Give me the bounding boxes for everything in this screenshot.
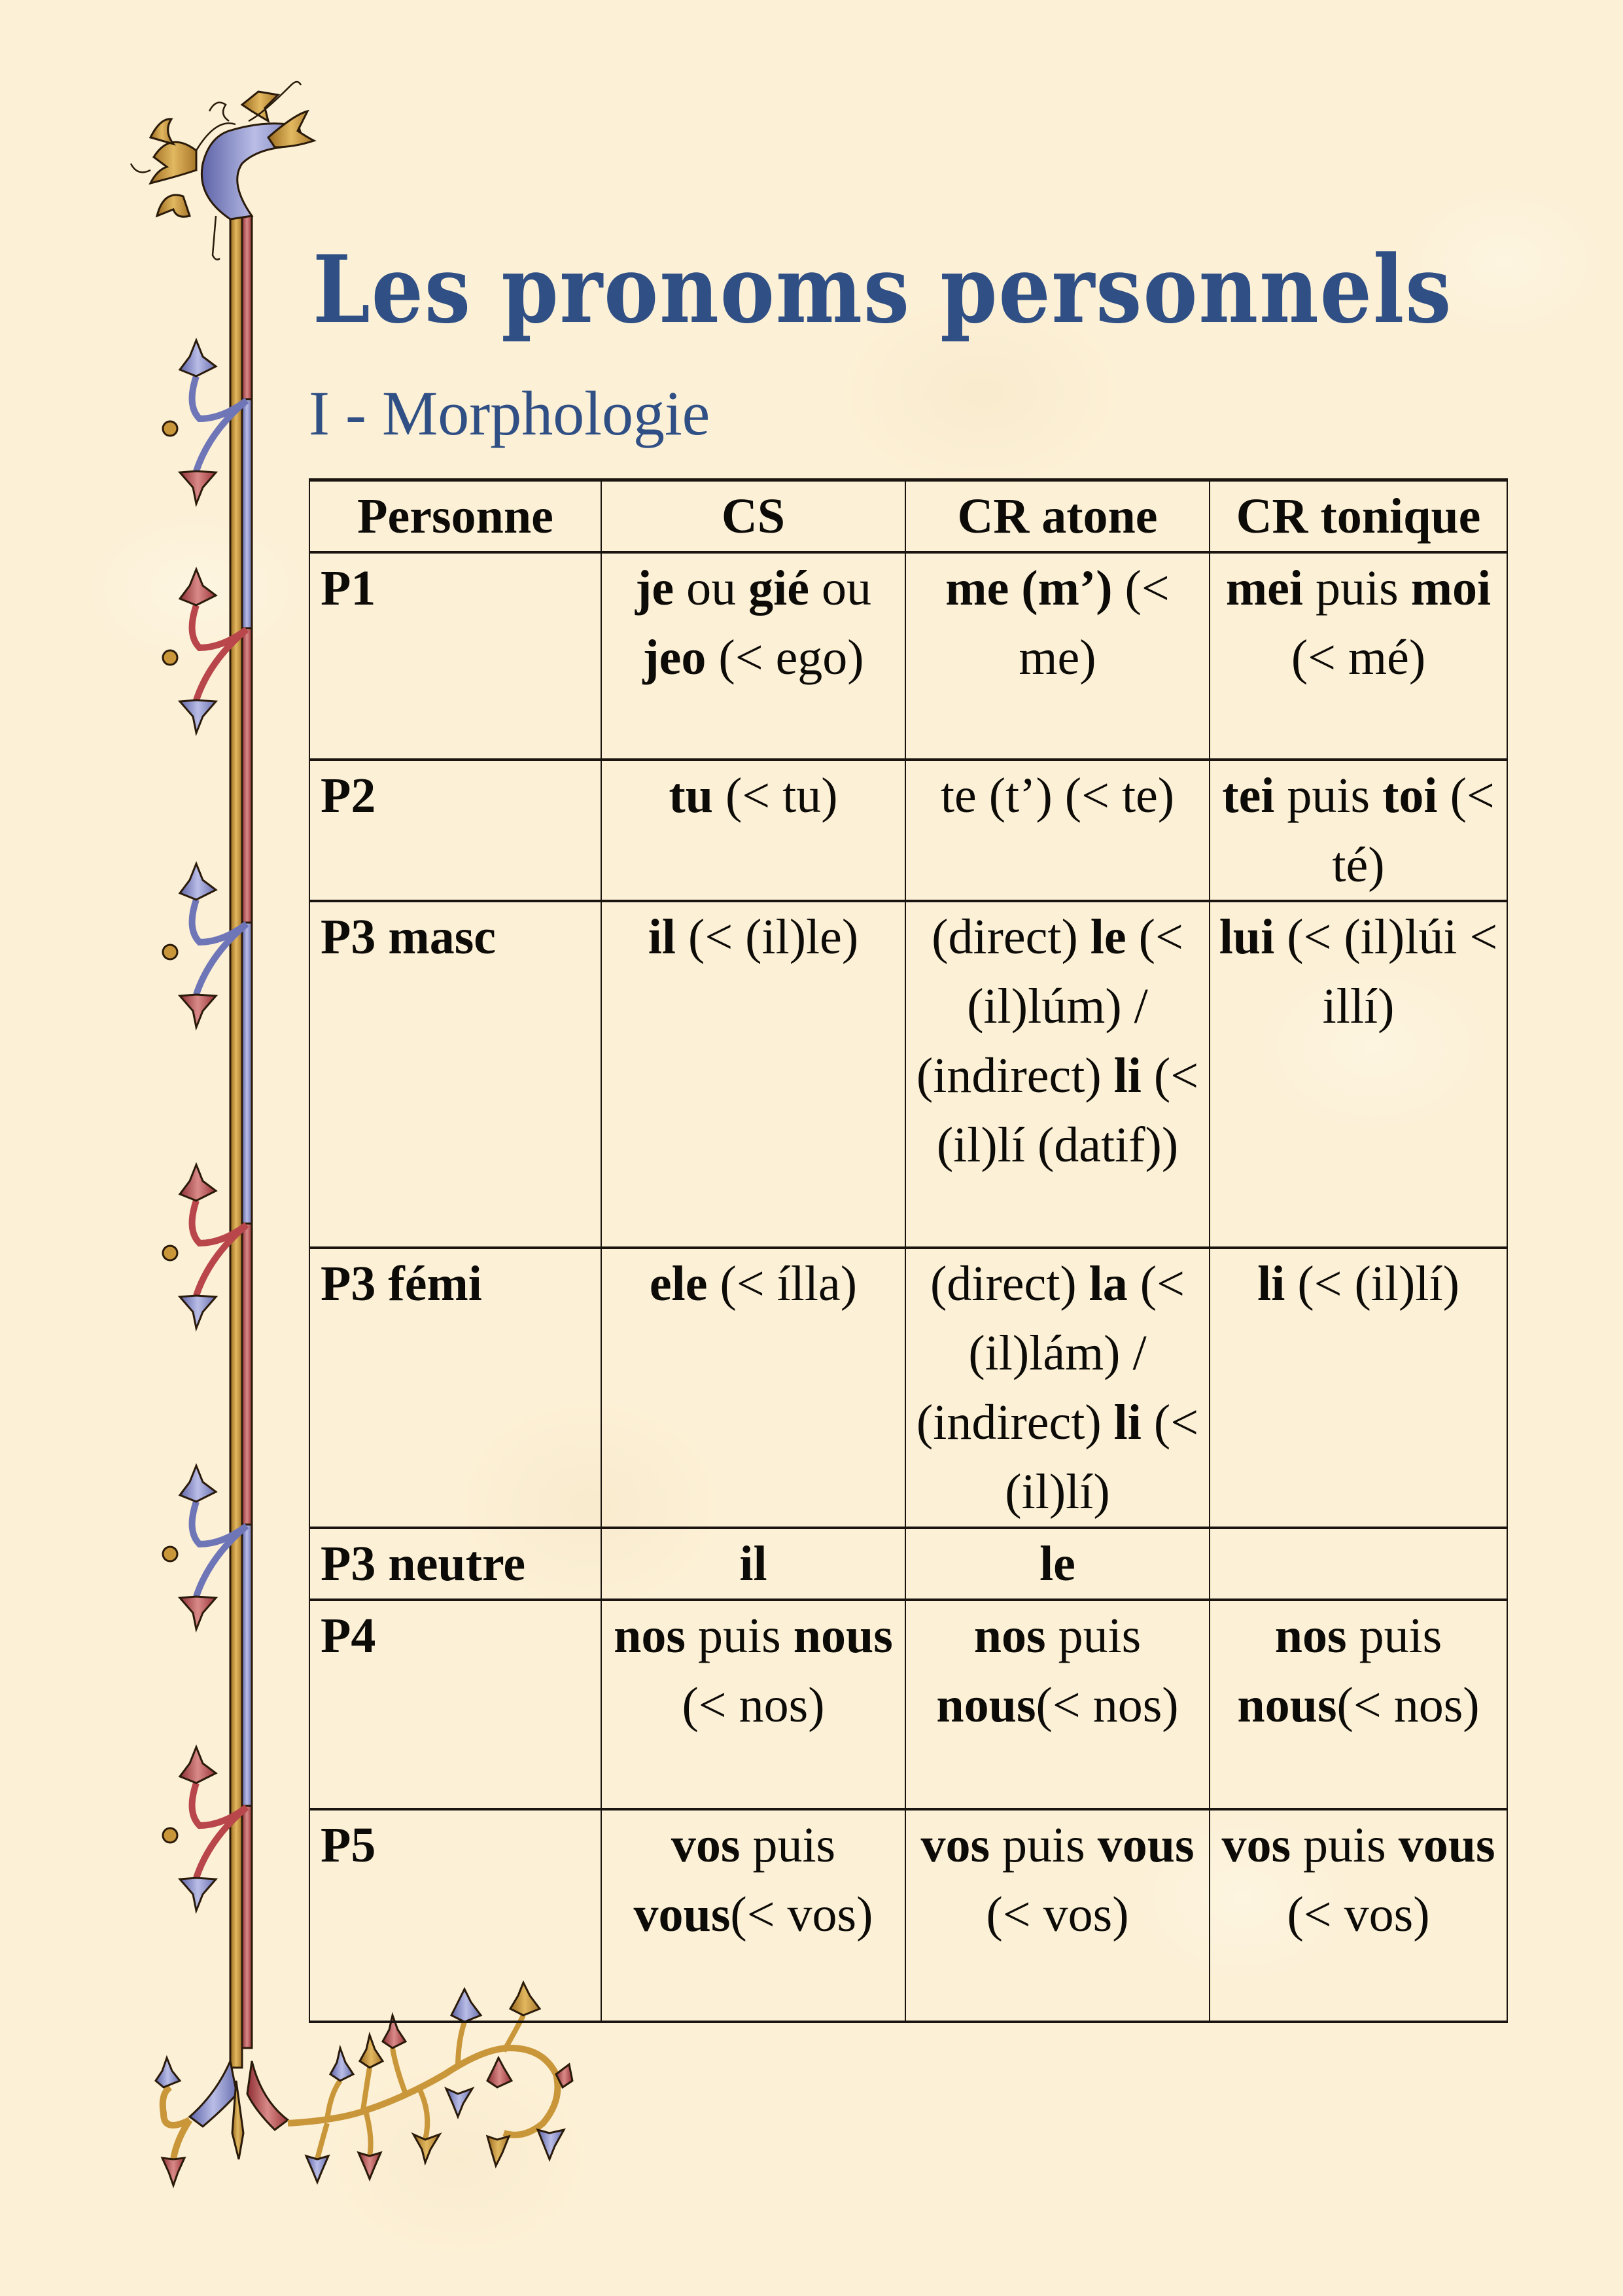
cell-cr-atone [905, 552, 1210, 760]
cell-cr-atone [905, 901, 1210, 1248]
pronoun-form: li [1257, 1256, 1285, 1311]
column-header-cr-tonique: CR tonique [1210, 480, 1507, 553]
table-row [309, 901, 1507, 1248]
cell-cr-atone [905, 1809, 1210, 2022]
pronoun-form: jeo [642, 630, 707, 685]
etymology-text: (< (il)lúm) / (indirect) [916, 910, 1183, 1103]
pronoun-form: vos [920, 1818, 990, 1873]
etymology-text: (< tu) [712, 768, 838, 823]
pronoun-form: le [1039, 1536, 1075, 1591]
etymology-text: (< vos) [986, 1887, 1129, 1942]
etymology-text: (< (il)le) [676, 910, 859, 964]
cell-cr-tonique [1210, 760, 1507, 901]
pronoun-form: ele [649, 1256, 708, 1311]
cell-cr-tonique [1210, 901, 1507, 1248]
column-header-cr-atone: CR atone [905, 480, 1210, 553]
pronoun-form: tu [669, 768, 713, 823]
cell-cs [601, 760, 905, 901]
etymology-text: te (t’) (< te) [940, 768, 1175, 823]
pronoun-form: me (m’) [945, 561, 1113, 616]
pronoun-form: il [739, 1536, 767, 1591]
cell-personne: P3 masc [309, 901, 601, 1248]
etymology-text: puis [1303, 561, 1411, 616]
cell-cs [601, 1248, 905, 1528]
cell-cr-atone [905, 1600, 1210, 1809]
pronoun-form: nous [793, 1608, 893, 1663]
table-header-row [309, 480, 1507, 553]
cell-cr-tonique [1210, 552, 1507, 760]
pronoun-form: toi [1382, 768, 1438, 823]
cell-cr-tonique [1210, 1600, 1507, 1809]
table-row [309, 1248, 1507, 1528]
pronoun-form: li [1113, 1048, 1142, 1103]
cell-cr-tonique [1210, 1809, 1507, 2022]
etymology-text: (direct) [932, 910, 1091, 964]
pronoun-form: nos [973, 1608, 1046, 1663]
pronoun-form: tei [1222, 768, 1275, 823]
etymology-text: (< ego) [706, 630, 864, 685]
pronoun-form: je [635, 561, 674, 616]
cell-cs [601, 1809, 905, 2022]
cell-personne: P4 [309, 1600, 601, 1809]
column-header-personne: Personne [309, 480, 601, 553]
cell-personne: P1 [309, 552, 601, 760]
etymology-text: (< nos) [682, 1678, 825, 1733]
etymology-text: (< (il)lúi < illí) [1274, 910, 1498, 1034]
etymology-text: ou [809, 561, 871, 616]
cell-cs [601, 901, 905, 1248]
etymology-text: (< vos) [730, 1887, 873, 1942]
section-heading: I - Morphologie [309, 378, 710, 448]
pronoun-form: le [1090, 910, 1126, 964]
etymology-text: puis [1346, 1608, 1442, 1663]
etymology-text: (< mé) [1291, 630, 1426, 685]
etymology-text: puis [686, 1608, 794, 1663]
etymology-text: (< ílla) [707, 1256, 858, 1311]
etymology-text: puis [1291, 1818, 1399, 1873]
cell-cr-atone [905, 1248, 1210, 1528]
etymology-text: (< (il)lí) [1005, 1395, 1199, 1519]
column-header-cs: CS [601, 480, 905, 553]
cell-cs [601, 1528, 905, 1600]
cell-cr-tonique [1210, 1248, 1507, 1528]
pronoun-form: lui [1219, 910, 1275, 964]
etymology-text: (< nos) [1036, 1678, 1179, 1733]
pronouns-table [309, 478, 1508, 2023]
cell-cs [601, 552, 905, 760]
etymology-text: (< (il)lám) / (indirect) [916, 1256, 1185, 1450]
pronoun-form: gié [748, 561, 809, 616]
etymology-text: (< me) [1019, 561, 1170, 685]
table-row [309, 552, 1507, 760]
etymology-text: (< té) [1332, 768, 1495, 892]
cell-personne: P3 neutre [309, 1528, 601, 1600]
pronoun-form: nos [1274, 1608, 1347, 1663]
etymology-text: (< vos) [1287, 1887, 1430, 1942]
etymology-text: (< (il)lí (datif)) [936, 1048, 1199, 1173]
etymology-text: (< nos) [1336, 1678, 1480, 1733]
etymology-text: puis [1274, 768, 1383, 823]
pronoun-form: nos [614, 1608, 686, 1663]
pronoun-form: mei [1225, 561, 1303, 616]
cell-personne: P5 [309, 1809, 601, 2022]
etymology-text: ou [674, 561, 749, 616]
cell-personne: P3 fémi [309, 1248, 601, 1528]
cell-cr-atone [905, 760, 1210, 901]
pronoun-form: la [1089, 1256, 1128, 1311]
table-body [309, 552, 1507, 2022]
table-row [309, 1809, 1507, 2022]
table-row [309, 760, 1507, 901]
etymology-text: puis [990, 1818, 1098, 1873]
pronoun-form: vous [1097, 1818, 1195, 1873]
pronoun-form: moi [1410, 561, 1492, 616]
pronoun-form: vos [1221, 1818, 1291, 1873]
etymology-text: puis [740, 1818, 836, 1873]
page-title: Les pronoms personnels [313, 236, 1453, 344]
pronoun-form: il [648, 910, 676, 964]
pronoun-form: vos [671, 1818, 741, 1873]
pronoun-form: vous [633, 1887, 731, 1942]
pronoun-form: nous [936, 1678, 1036, 1733]
etymology-text: (< (il)lí) [1285, 1256, 1459, 1311]
etymology-text: (direct) [930, 1256, 1089, 1311]
pronoun-form: nous [1237, 1678, 1337, 1733]
table-row [309, 1528, 1507, 1600]
pronoun-form: vous [1398, 1818, 1495, 1873]
cell-cr-atone [905, 1528, 1210, 1600]
etymology-text: puis [1045, 1608, 1142, 1663]
cell-cr-tonique [1210, 1528, 1507, 1600]
table-row [309, 1600, 1507, 1809]
pronoun-form: li [1113, 1395, 1142, 1450]
cell-cs [601, 1600, 905, 1809]
cell-personne: P2 [309, 760, 601, 901]
